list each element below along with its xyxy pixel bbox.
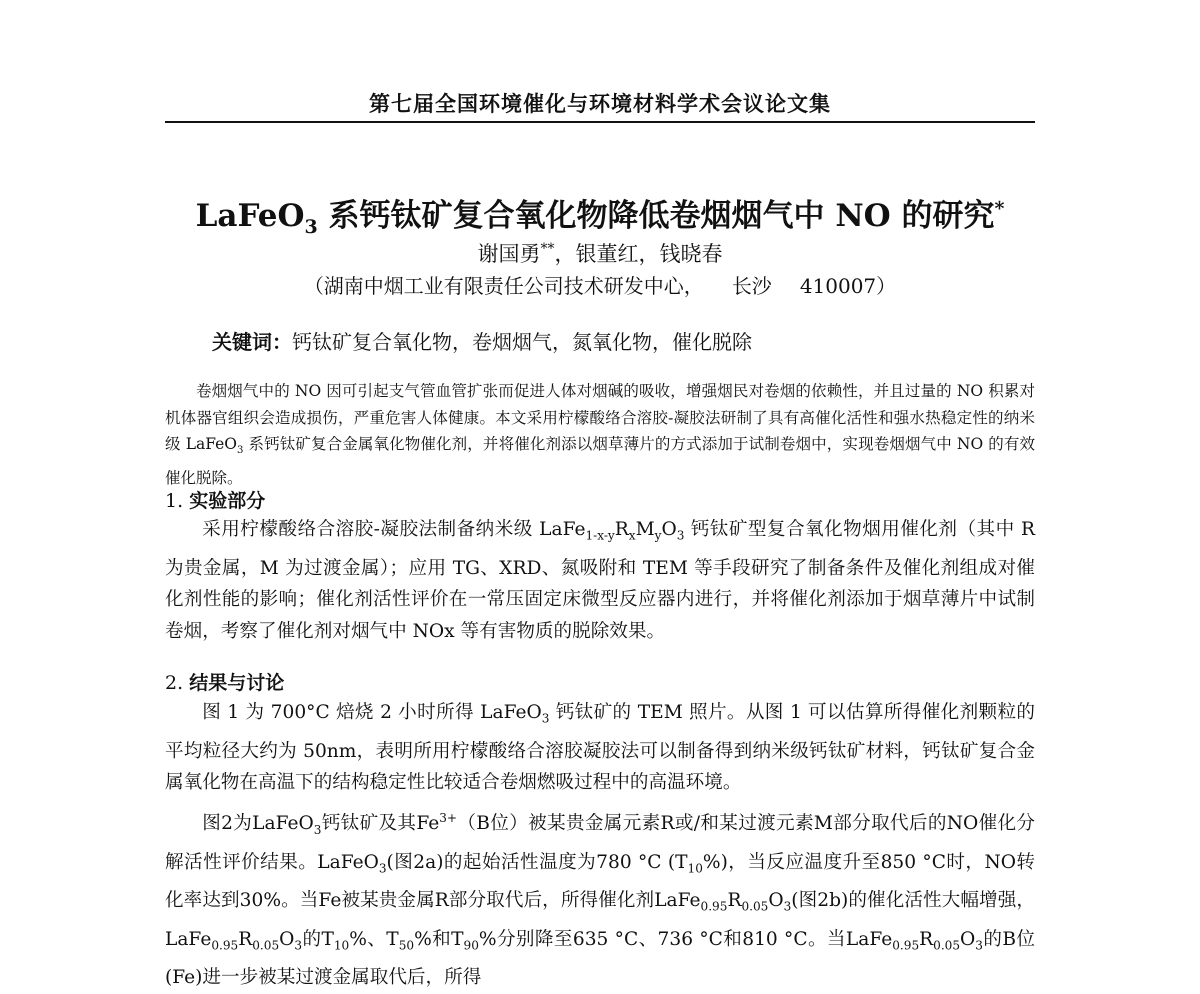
- affiliation-postcode: 410007）: [799, 274, 897, 298]
- body-text: %)，当反应温度升至850 °C时，NO转化率达到30%。当Fe被某贵金属R部分取代后，所得催化剂LaFe: [165, 851, 1035, 912]
- body-text: M: [635, 519, 655, 540]
- abstract-text: 系钙钛矿复合金属氧化物催化剂，并将催化剂添以烟草薄片的方式添加于试制卷烟中，实现卷烟烟气中 NO 的有效催化脱除。: [165, 435, 1035, 487]
- body-text: O: [279, 928, 295, 950]
- body-text: 的B位(Fe)进一步被某过渡金属取代后，所得: [165, 928, 1036, 989]
- body-text: 采用柠檬酸络合溶胶-凝胶法制备纳米级 LaFe: [202, 519, 586, 540]
- paper-title: [100, 190, 1100, 238]
- body-text: O: [768, 890, 784, 912]
- body-text: 钙钛矿的 TEM 照片。从图 1 可以估算所得催化剂颗粒的平均粒径大约为 50nm，表明所用柠檬酸络合溶胶凝胶法可以制备得到纳米级钙钛矿材料，钙钛矿复合金属氧化物在高温下的结构稳定性比较适合卷烟燃吸过程中的高温环境。: [165, 702, 1035, 794]
- body-text: 图2为LaFeO: [202, 813, 314, 835]
- subscript: 0.95: [892, 938, 920, 953]
- section-1-body: [165, 514, 1035, 648]
- title-text-pre: LaFeO: [195, 198, 305, 234]
- section-heading-2: [165, 668, 284, 695]
- subscript: 3: [378, 861, 387, 876]
- body-text: %和T: [414, 928, 464, 950]
- subscript: 90: [463, 938, 479, 953]
- body-text: (图2b)的催化活性大幅增强，LaFe: [165, 890, 1035, 950]
- affiliation-line: [100, 270, 1100, 299]
- body-text: 图 1 为 700°C 焙烧 2 小时所得 LaFeO: [202, 702, 542, 723]
- section-2-body: [165, 697, 1035, 994]
- body-text: R: [919, 928, 934, 950]
- body-text: 的T: [302, 928, 334, 950]
- subscript: 0.95: [211, 938, 239, 953]
- body-text: （B位）被某贵金属元素R或/和某过渡元素M部分取代后的NO催化分解活性评价结果。LaFeO: [165, 813, 1036, 873]
- body-text: %分别降至635 °C、736 °C和810 °C。当LaFe: [478, 928, 893, 950]
- body-text: 钙钛矿及其Fe: [321, 813, 440, 835]
- abstract-text: 卷烟烟气中的 NO 因可引起支气管血管扩张而促进人体对烟碱的吸收，增强烟民对卷烟的依赖性，并且过量的 NO 积累对机体器官组织会造成损伤，严重危害人体健康。本文采用柠檬酸络合溶胶-凝胶法研制了具有高催化活性和强水热稳定性的纳米级 LaFeO: [165, 382, 1035, 453]
- subscript: x: [628, 528, 636, 543]
- subscript: 10: [687, 861, 703, 876]
- section-number: 1.: [165, 490, 184, 512]
- other-authors: ，银董红，钱晓春: [554, 242, 723, 266]
- body-paragraph: [165, 803, 1035, 994]
- section-title: 实验部分: [189, 490, 266, 512]
- subscript: 3: [676, 528, 685, 543]
- body-paragraph: [165, 697, 1035, 799]
- keywords-label: 关键词：: [212, 330, 292, 354]
- section-number: 2.: [165, 672, 184, 694]
- body-paragraph: [165, 514, 1035, 648]
- author-footnote-mark: **: [540, 241, 555, 257]
- section-heading-1: [165, 486, 265, 513]
- body-text: R: [727, 890, 742, 912]
- body-text: R: [238, 928, 253, 950]
- affiliation-city: 长沙: [731, 274, 772, 298]
- subscript: 0.95: [700, 900, 728, 915]
- abstract: [165, 378, 1035, 491]
- subscript: 3: [783, 900, 792, 915]
- subscript: y: [654, 528, 662, 543]
- subscript: 1-x-y: [585, 528, 615, 543]
- subscript: 3: [294, 938, 303, 953]
- keywords-line: [212, 326, 752, 355]
- subscript: 3: [313, 823, 322, 838]
- abstract-subscript: 3: [237, 445, 244, 457]
- body-text: O: [960, 928, 976, 950]
- body-text: O: [661, 519, 677, 540]
- subscript: 50: [398, 938, 415, 953]
- keywords-text: 钙钛矿复合氧化物，卷烟烟气，氮氧化物，催化脱除: [292, 330, 752, 354]
- author-line: [100, 238, 1100, 268]
- subscript: 0.05: [252, 938, 280, 953]
- superscript: 3+: [439, 811, 458, 826]
- body-text: (图2a)的起始活性温度为780 °C (T: [386, 851, 688, 873]
- body-text: %、T: [349, 928, 399, 950]
- body-text: 钙钛矿型复合氧化物烟用催化剂（其中 R 为贵金属，M 为过渡金属）；应用 TG、XRD、氮吸附和 TEM 等手段研究了制备条件及催化剂组成对催化剂性能的影响；催化剂活性评价在一常压固定床微型反应器内进行，并将催化剂添加于烟草薄片中试制卷烟，考察了催化剂对烟气中 NOx 等有害物质的脱除效果。: [165, 519, 1035, 643]
- subscript: 3: [541, 711, 550, 726]
- abstract-paragraph: [165, 378, 1035, 491]
- title-subscript: 3: [304, 216, 318, 239]
- section-title: 结果与讨论: [189, 672, 285, 694]
- running-header: 第七届全国环境催化与环境材料学术会议论文集: [369, 92, 831, 116]
- header-rule: [165, 121, 1035, 123]
- subscript: 0.05: [933, 938, 961, 953]
- subscript: 0.05: [741, 900, 769, 915]
- subscript: 3: [975, 938, 983, 953]
- affiliation-org: （湖南中烟工业有限责任公司技术研发中心，: [303, 274, 704, 298]
- body-text: R: [614, 519, 629, 540]
- subscript: 10: [333, 938, 350, 953]
- title-text-post: 系钙钛矿复合氧化物降低卷烟烟气中 NO 的研究: [317, 198, 995, 234]
- first-author: 谢国勇: [477, 242, 541, 266]
- title-footnote-mark: *: [994, 197, 1005, 220]
